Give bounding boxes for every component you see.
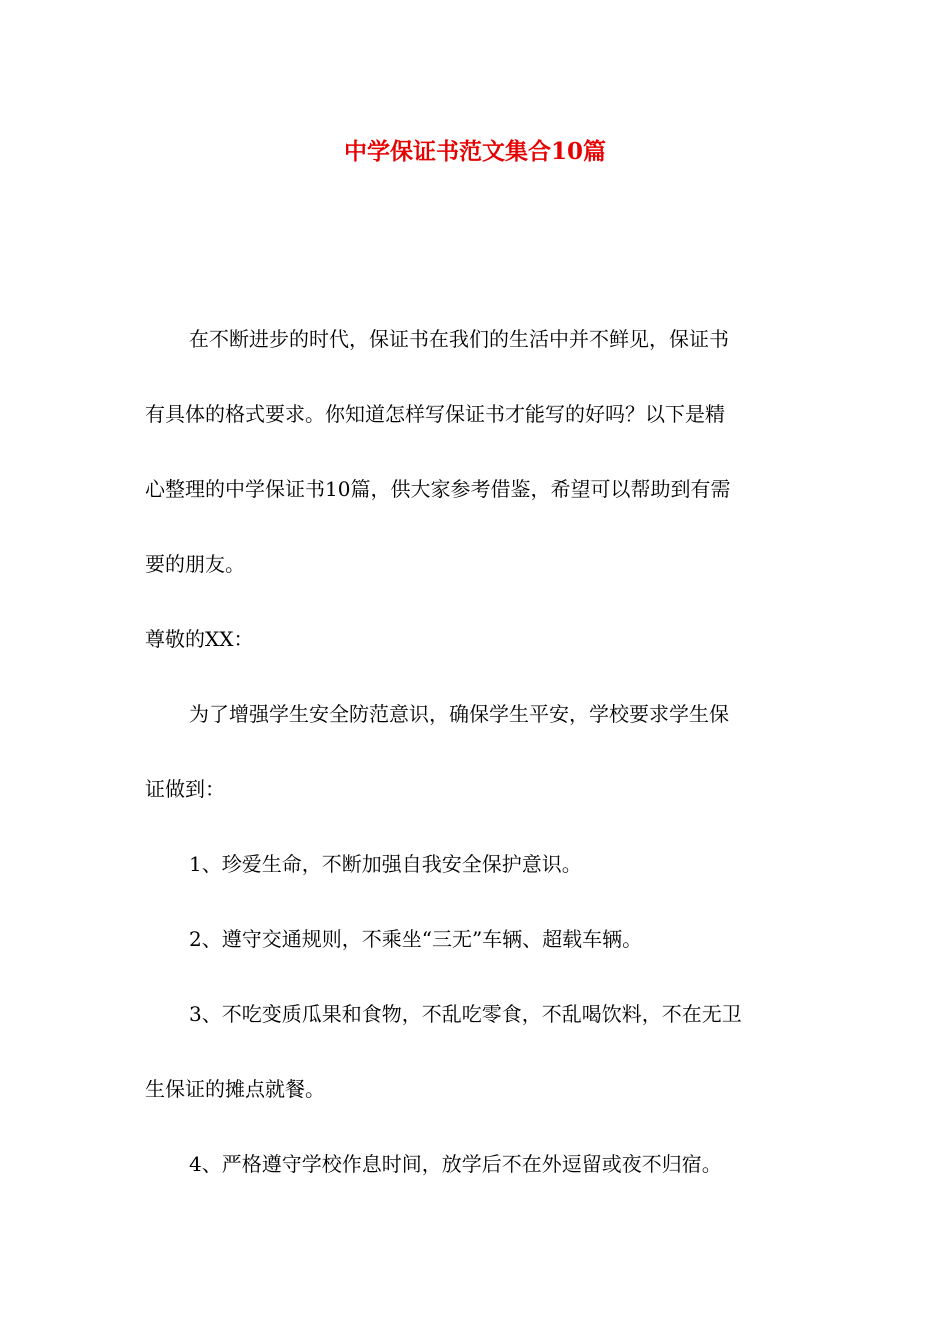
intro-line: 要的朋友。 [145, 552, 245, 576]
intro-line: 有具体的格式要求。你知道怎样写保证书才能写的好吗？以下是精 [145, 402, 725, 426]
intro-line: 心整理的中学保证书10篇，供大家参考借鉴，希望可以帮助到有需 [145, 477, 731, 501]
list-item: 4、严格遵守学校作息时间，放学后不在外逗留或夜不归宿。 [189, 1152, 722, 1176]
intro-line: 在不断进步的时代，保证书在我们的生活中并不鲜见，保证书 [189, 327, 729, 351]
salutation: 尊敬的XX： [145, 627, 254, 651]
document-body [145, 302, 807, 1202]
document-title: 中学保证书范文集合10篇 [343, 138, 606, 165]
paragraph-line: 证做到： [145, 777, 225, 801]
list-item-continuation: 生保证的摊点就餐。 [145, 1077, 325, 1101]
list-item: 3、不吃变质瓜果和食物，不乱吃零食，不乱喝饮料，不在无卫 [189, 1002, 742, 1026]
list-item: 2、遵守交通规则，不乘坐“三无”车辆、超载车辆。 [189, 927, 643, 951]
list-item: 1、珍爱生命，不断加强自我安全保护意识。 [189, 852, 582, 876]
paragraph-line: 为了增强学生安全防范意识，确保学生平安，学校要求学生保 [189, 702, 729, 726]
